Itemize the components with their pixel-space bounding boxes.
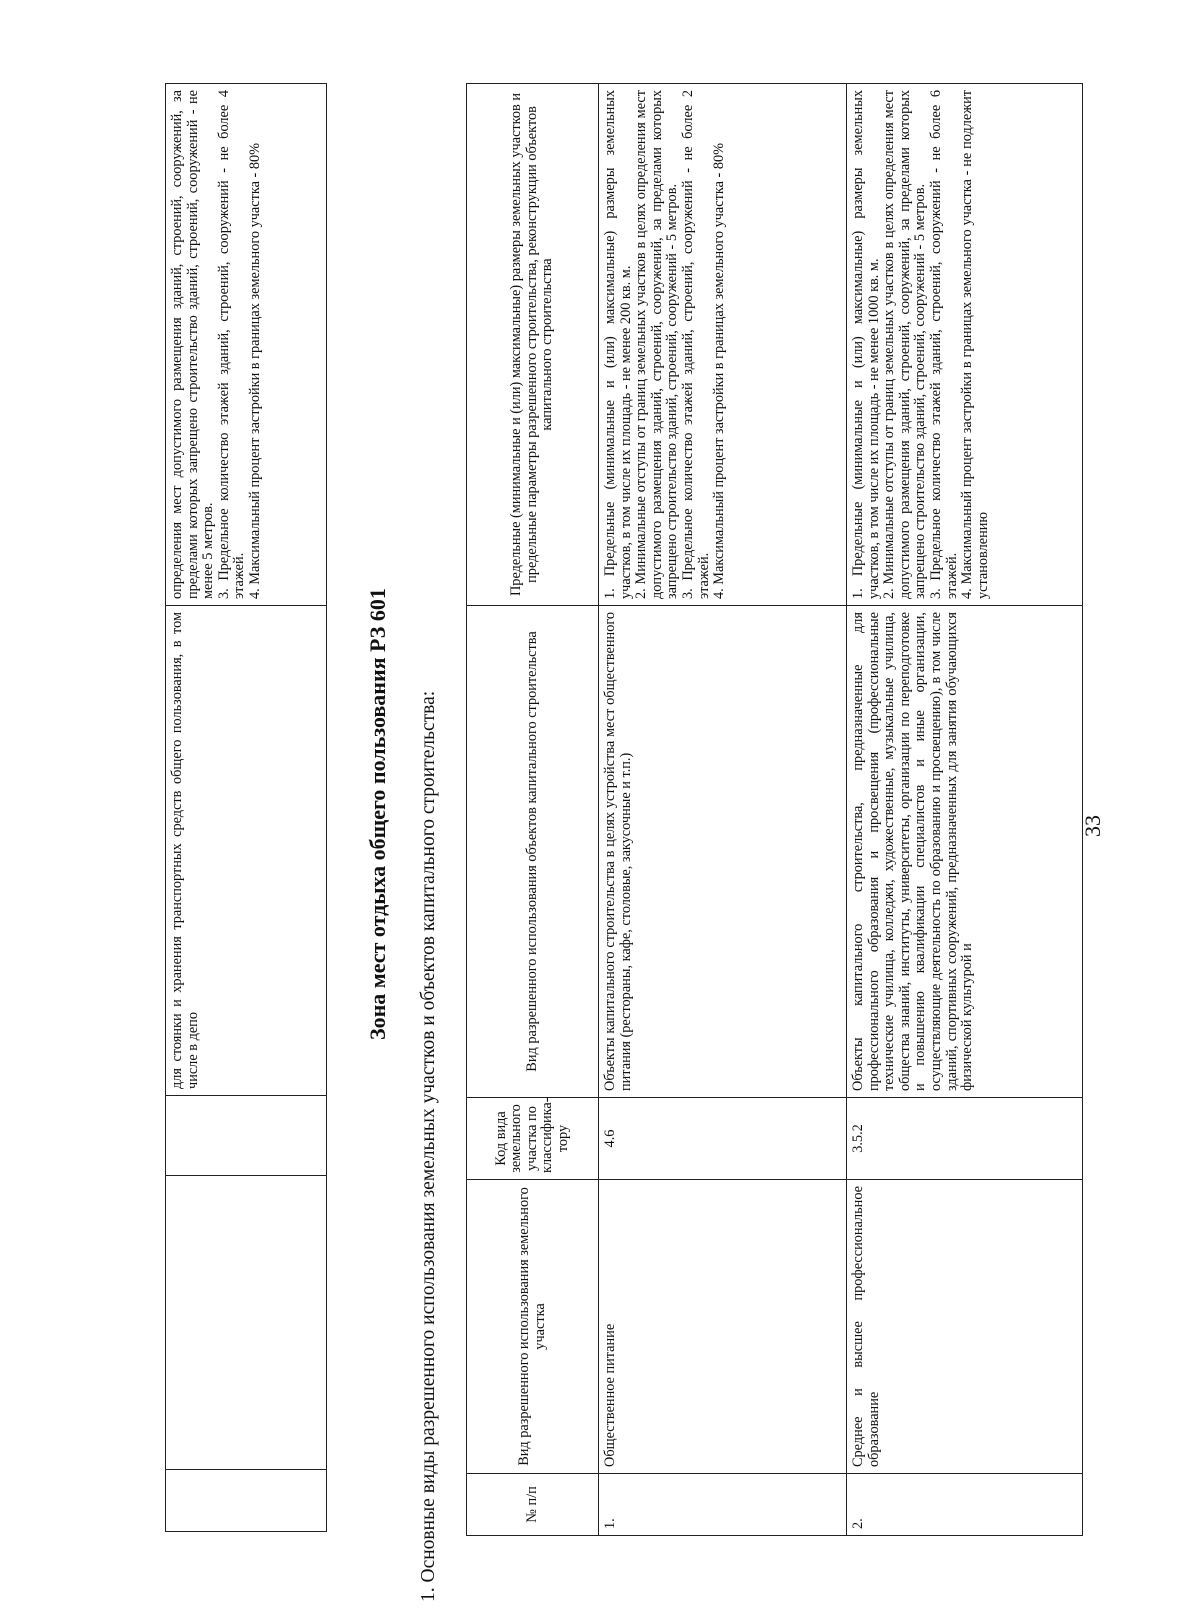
table-row	[599, 84, 847, 1536]
row-num: 1.	[599, 1474, 847, 1536]
row-parameters: 1. Предельные (минимальные и (или) максимальные) размеры земельных участков, в том числе их площадь - не менее 1000 кв. м. 2. Минимальные отступы от границ земельных участков в целях определения мест допустимого размещения зданий, строений, сооружений, за пределами которых запрещено строительство зданий, строений, сооружений - 5 метров. 3. Предельное количество этажей зданий, строений, сооружений - не более 6 этажей. 4. Максимальный процент застройки в границах земельного участка - не подлежит установлению	[847, 84, 1083, 606]
page-number: 33	[1080, 815, 1105, 837]
row-description: Объекты капитального строительства, предназначенные для профессионального образования и просвещения (профессиональные технические училища, колледжи, художественные, музыкальные училища, общества знаний, институты, университеты, организации по переподготовке и повышению квалификации специалистов и иные организации, осуществляющие деятельность по образованию и просвещению), в том числе зданий, спортивных сооружений, предназначенных для занятия обучающихся физической культурой и	[847, 606, 1083, 1098]
cont-num-cell	[166, 1470, 327, 1532]
table-header-row	[467, 84, 599, 1536]
cont-use-cell	[166, 1176, 327, 1470]
main-table	[466, 83, 1083, 1536]
table-row	[166, 84, 327, 1532]
row-land-use: Среднее и высшее профессиональное образование	[847, 1180, 1083, 1474]
header-parameters: Предельные (минимальные и (или) максимальные) размеры земельных участков и предельные параметры разрешенного строительства, реконструкции объектов капитального строительства	[467, 84, 599, 606]
continuation-table	[165, 83, 327, 1532]
cont-parameters-cell: определения мест допустимого размещения зданий, строений, сооружений, за пределами которых запрещено строительство зданий, строений, сооружений - не менее 5 метров. 3. Предельное количество этажей зданий, строений, сооружений - не более 4 этажей. 4. Максимальный процент застройки в границах земельного участка - 80%	[166, 84, 327, 606]
section-title: 1. Основные виды разрешенного использования земельных участков и объектов капитального строительства:	[418, 690, 439, 1602]
row-parameters: 1. Предельные (минимальные и (или) максимальные) размеры земельных участков, в том числе их площадь - не менее 200 кв. м. 2. Минимальные отступы от границ земельных участков в целях определения мест допустимого размещения зданий, строений, сооружений, за пределами которых запрещено строительство зданий, строений, сооружений - 5 метров. 3. Предельное количество этажей зданий, строений, сооружений - не более 2 этажей. 4. Максимальный процент застройки в границах земельного участка - 80%	[599, 84, 847, 606]
row-description: Объекты капитального строительства в целях устройства мест общественного питания (рестораны, кафе, столовые, закусочные и т.п.)	[599, 606, 847, 1098]
row-code: 3.5.2	[847, 1098, 1083, 1180]
header-object-use: Вид разрешенного использования объектов капитального строительства	[467, 606, 599, 1098]
cont-description-cell: для стоянки и хранения транспортных средств общего пользования, в том числе в депо	[166, 606, 327, 1096]
zone-title: Зона мест отдыха общего пользования РЗ 601	[365, 588, 390, 1040]
row-code: 4.6	[599, 1098, 847, 1180]
header-code: Код вида земельного участка по классифика-тору	[467, 1098, 599, 1180]
table-row	[847, 84, 1083, 1536]
row-land-use: Общественное питание	[599, 1180, 847, 1474]
cont-code-cell	[166, 1096, 327, 1176]
row-num: 2.	[847, 1474, 1083, 1536]
header-land-use: Вид разрешенного использования земельного участка	[467, 1180, 599, 1474]
header-num: № п/п	[467, 1474, 599, 1536]
